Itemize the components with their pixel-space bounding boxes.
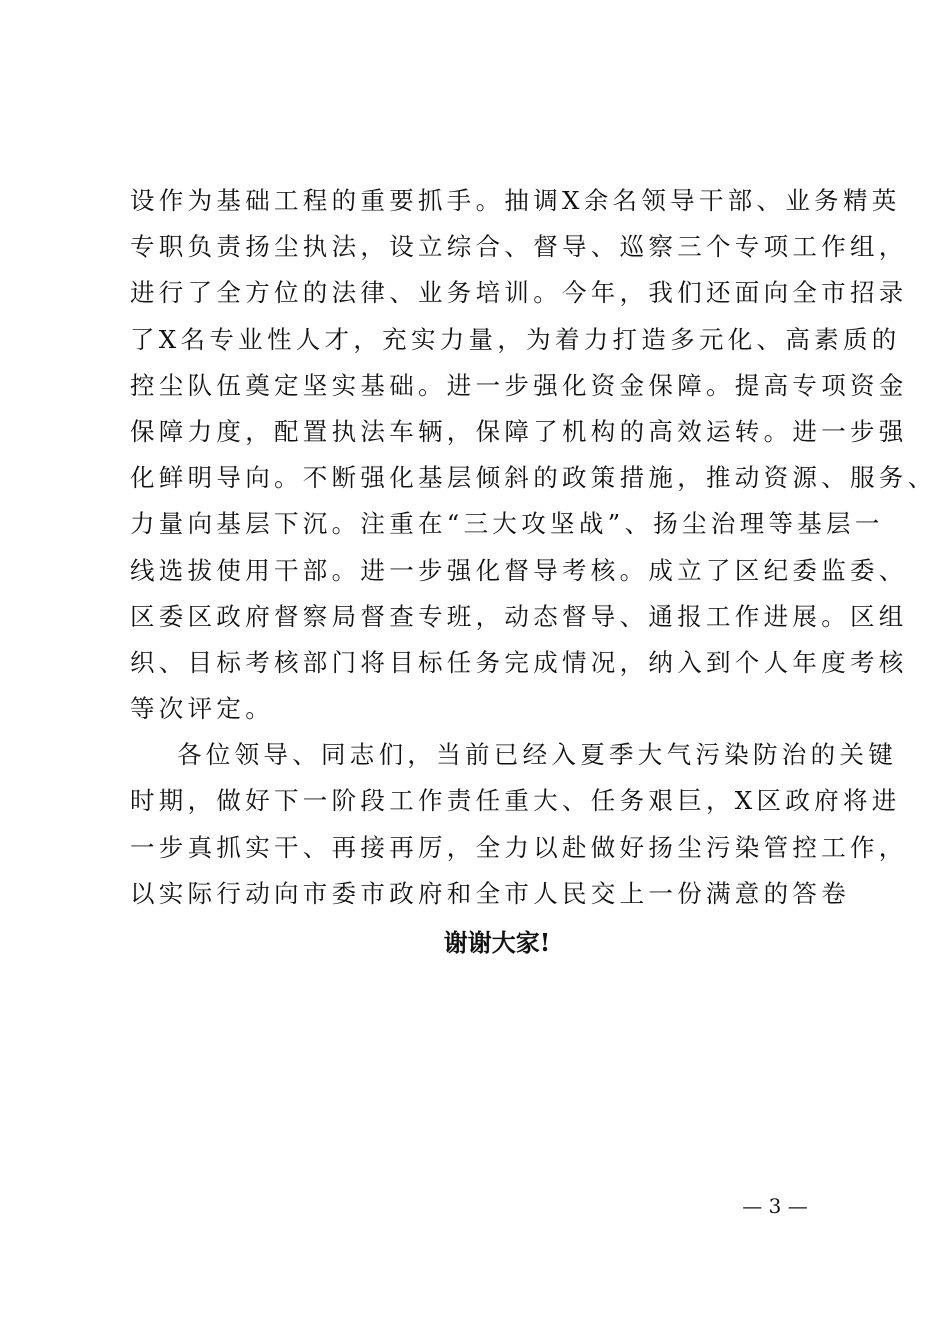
body-text bbox=[130, 178, 937, 917]
body-line-16: 以实际行动向市委市政府和全市人民交上一份满意的答卷 bbox=[130, 878, 850, 908]
body-line-8: 力量向基层下沉。注重在“三大攻坚战”、扬尘治理等基层一 bbox=[130, 509, 884, 539]
body-line-10: 区委区政府督察局督查专班，动态督导、通报工作进展。区组 bbox=[130, 601, 908, 631]
closing-remark: 谢谢大家! bbox=[443, 928, 551, 957]
body-line-6: 保障力度，配置执法车辆，保障了机构的高效运转。进一步强 bbox=[130, 416, 908, 446]
body-line-13: 各位领导、同志们，当前已经入夏季大气污染防治的关键 bbox=[177, 740, 897, 770]
body-line-4: 了X名专业性人才，充实力量，为着力打造多元化、高素质的 bbox=[130, 324, 901, 354]
body-line-2: 专职负责扬尘执法，设立综合、督导、巡察三个专项工作组， bbox=[130, 232, 908, 262]
body-line-3: 进行了全方位的法律、业务培训。今年，我们还面向全市招录 bbox=[130, 278, 908, 308]
body-line-1: 设作为基础工程的重要抓手。抽调X余名领导干部、业务精英 bbox=[130, 186, 901, 215]
body-line-7: 化鲜明导向。不断强化基层倾斜的政策措施，推动资源、服务、 bbox=[130, 463, 937, 493]
body-line-15: 一步真抓实干、再接再厉，全力以赴做好扬尘污染管控工作， bbox=[130, 832, 908, 862]
body-line-14: 时期，做好下一阶段工作责任重大、任务艰巨，X区政府将进 bbox=[130, 786, 901, 816]
body-line-11: 织、目标考核部门将目标任务完成情况，纳入到个人年度考核 bbox=[130, 647, 908, 677]
body-line-12: 等次评定。 bbox=[130, 694, 274, 724]
page-number: — 3 — bbox=[742, 1194, 808, 1218]
body-line-9: 线选拔使用干部。进一步强化督导考核。成立了区纪委监委、 bbox=[130, 555, 908, 585]
body-line-5: 控尘队伍奠定坚实基础。进一步强化资金保障。提高专项资金 bbox=[130, 370, 908, 400]
